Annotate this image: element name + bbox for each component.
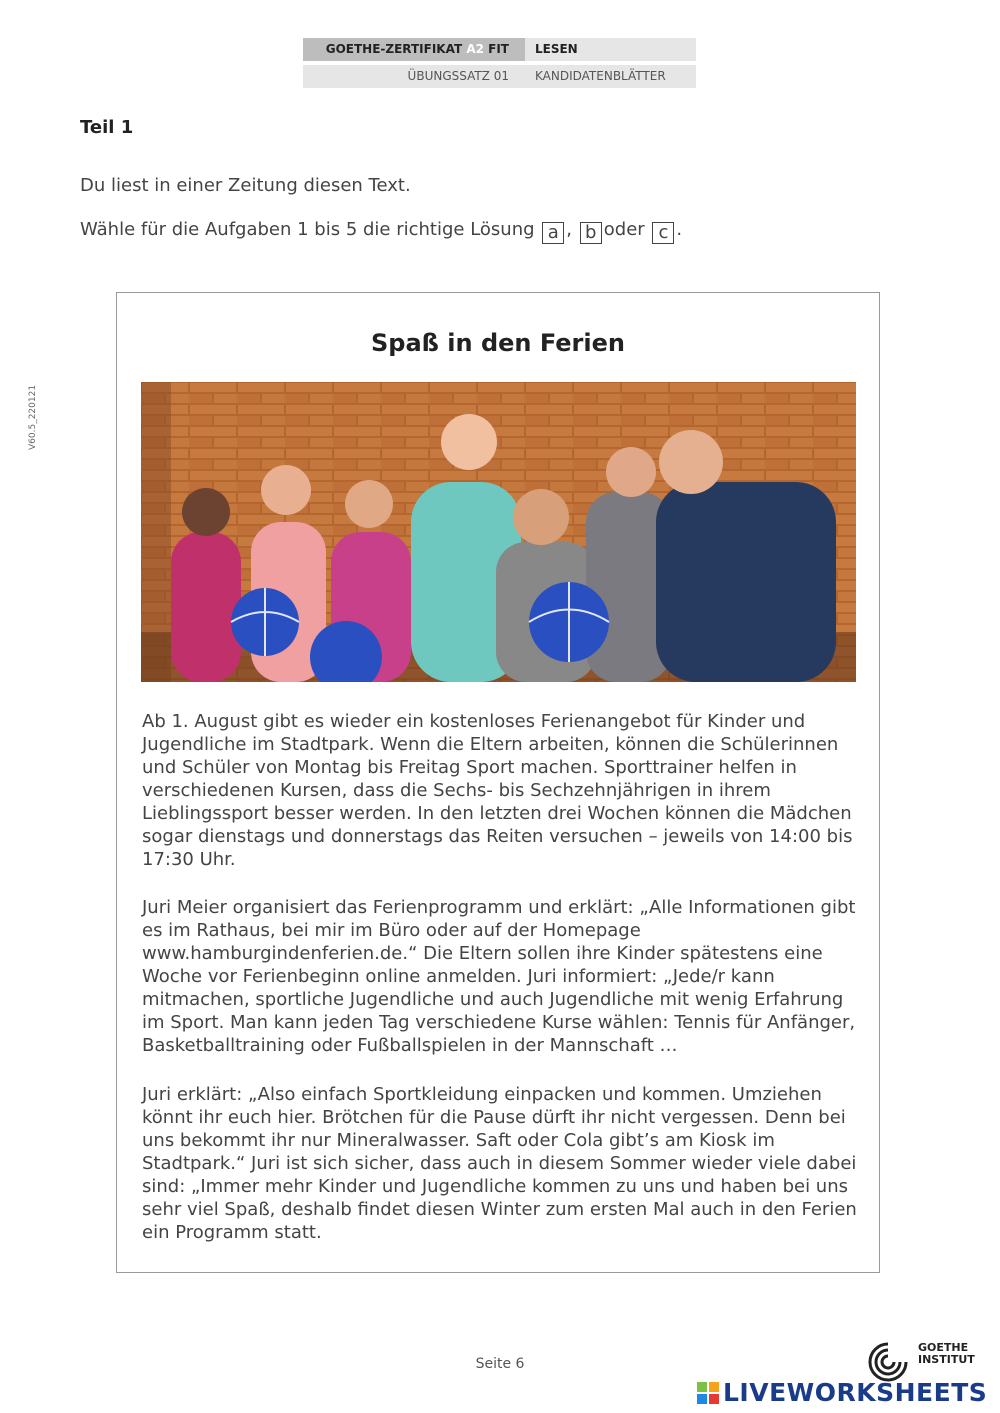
exam-name: [303, 38, 525, 61]
exam-header: [303, 38, 696, 89]
exam-level: A2: [466, 42, 484, 56]
article-paragraph-1: Ab 1. August gibt es wieder ein kostenloses Ferienangebot für Kinder und Jugendliche im Stadtpark. Wenn die Eltern arbeiten, können die Schülerinnen und Schüler von Montag bis Freitag Sport machen. Sporttrainer helfen in verschiedenen Kursen, dass die Sechs- bis Sechzehnjährigen in ihrem Lieblingssport besser werden. In den letzten drei Wochen können die Mädchen sogar dienstags und donnerstags das Reiten versuchen – jeweils von 14:00 bis 17:30 Uhr.: [142, 711, 853, 870]
sheet-type: KANDIDATENBLÄTTER: [525, 65, 696, 88]
logo-line-2: INSTITUT: [918, 1353, 975, 1366]
exam-header-row-1: [303, 38, 696, 61]
exam-prefix: GOETHE-ZERTIFIKAT: [325, 42, 467, 56]
article-photo: [141, 382, 856, 682]
option-box-c: c: [652, 222, 674, 244]
article-paragraph-3: Juri erklärt: „Also einfach Sportkleidung einpacken und kommen. Umziehen könnt ihr euch hier. Brötchen für die Pause dürft ihr nicht vergessen. Denn bei uns bekommt ihr nur Mineralwasser. Saft oder Cola gibt’s am Kiosk im Stadtpark.“ Juri ist sich sicher, dass auch in diesem Sommer wieder viele dabei sind: „Immer mehr Kinder und Jugendliche kommen zu uns und haben bei uns sehr viel Spaß, deshalb findet diesen Winter zum ersten Mal auch in den Ferien ein Programm statt.: [142, 1084, 857, 1243]
separator: ,: [566, 219, 573, 240]
article-paragraph-2: Juri Meier organisiert das Ferienprogramm und erklärt: „Alle Informationen gibt es im Rathaus, bei mir im Büro oder auf der Homepage www.hamburgindenferien.de.“ Die Eltern sollen ihre Kinder spätestens eine Woche vor Ferienbeginn online anmelden. Juri informiert: „Jede/r kann mitmachen, sportliche Jugendliche und auch Jugendliche mit wenig Erfahrung im Sport. Man kann jeden Tag verschiedene Kurse wählen: Tennis für Anfänger, Basketballtraining oder Fußballspielen in der Mannschaft …: [142, 897, 856, 1056]
liveworksheets-text: LIVEWORKSHEETS: [723, 1378, 988, 1407]
option-box-a: a: [542, 222, 564, 244]
goethe-logo-icon: [866, 1338, 916, 1382]
group-photo-illustration: [141, 382, 856, 682]
goethe-logo: [866, 1338, 986, 1382]
exam-suffix: FIT: [483, 42, 509, 56]
exercise-set: ÜBUNGSSATZ 01: [303, 65, 525, 88]
version-code: V60.5_220121: [28, 384, 38, 450]
exam-header-row-2: [303, 65, 696, 88]
liveworksheets-badge-icon: [697, 1382, 719, 1404]
instruction-text: Wähle für die Aufgaben 1 bis 5 die richtige Lösung: [80, 219, 535, 240]
page-number: Seite 6: [475, 1356, 525, 1372]
section-name: LESEN: [525, 38, 696, 61]
instruction-line-2: [80, 219, 682, 244]
instruction-line-1: Du liest in einer Zeitung diesen Text.: [80, 175, 411, 196]
article-title: Spaß in den Ferien: [371, 329, 625, 357]
period: .: [676, 219, 683, 240]
or-word: oder: [603, 219, 645, 240]
logo-line-1: GOETHE: [918, 1341, 969, 1354]
option-box-b: b: [580, 222, 602, 244]
part-title: Teil 1: [80, 117, 134, 138]
goethe-logo-text: [918, 1342, 975, 1366]
article-box: [116, 292, 880, 1273]
